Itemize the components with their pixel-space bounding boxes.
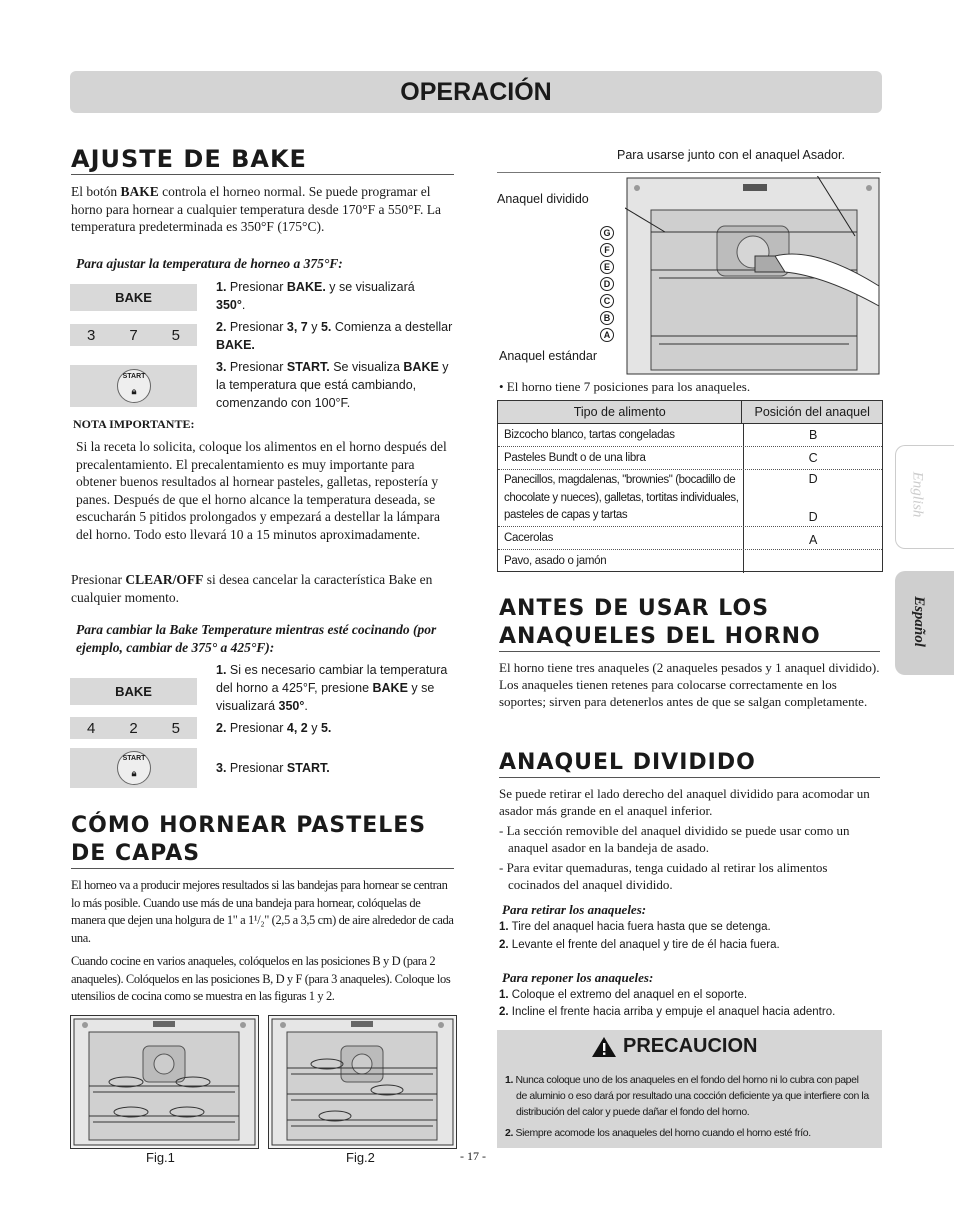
rack-positions-bullet: • El horno tiene 7 posiciones para los anaqueles. <box>499 379 751 394</box>
start-button-icon: START 🔒︎ <box>117 751 151 785</box>
note-title: NOTA IMPORTANTE: <box>73 417 195 431</box>
table-row <box>498 447 882 470</box>
start-key-panel-2 <box>70 748 197 788</box>
replace-step-1: 1. Coloque el extremo del anaquel en el soporte. <box>499 989 748 1001</box>
rack-letter: D <box>600 274 616 291</box>
figure-caption-2: Fig.2 <box>346 1150 375 1165</box>
caution-box <box>497 1030 882 1148</box>
section-heading-before-racks: ANTES DE USAR LOS ANAQUELES DEL HORNO <box>499 595 880 652</box>
step-1: 1. Presionar BAKE. y se visualizará 350°. <box>216 280 415 312</box>
oven-illustration <box>269 1016 456 1148</box>
digit-key: 5 <box>171 326 180 344</box>
replace-step-2: 2. Incline el frente hacia arriba y empuje el anaquel hacia adentro. <box>499 1006 836 1018</box>
split-text: Se puede retirar el lado derecho del anaquel dividido para acomodar un asador más grande en el anaquel inferior. <box>499 786 870 818</box>
section-heading-bake: AJUSTE DE BAKE <box>71 144 454 175</box>
racks-text: El horno tiene tres anaqueles (2 anaqueles pesados y 1 anaquel dividido). Los anaqueles tienen retenes para colocarse correctamente en los soportes; sirven para detenerlos antes de que se salgan completamente. <box>499 660 880 709</box>
label-standard-rack: Anaquel estándar <box>499 349 597 363</box>
rack-letter: B <box>600 308 616 325</box>
rack-position-table <box>497 400 883 572</box>
digit-key: 5 <box>171 719 180 737</box>
page-title: OPERACIÓN <box>70 71 882 113</box>
column-header: Posición del anaquel <box>754 405 870 419</box>
diagram-caption-broiler: Para usarse junto con el anaquel Asador. <box>617 148 845 162</box>
subheading-replace-racks: Para reponer los anaqueles: <box>502 970 654 985</box>
table-row <box>498 424 882 447</box>
step-2-3: 3. Presionar START. <box>216 761 330 775</box>
remove-step-1: 1. Tire del anaquel hacia fuera hasta que se detenga. <box>499 921 771 933</box>
digit-key: 3 <box>86 326 96 344</box>
digit-keys <box>70 324 197 346</box>
digit-key: 2 <box>129 719 138 737</box>
rack-position-letters <box>600 223 616 342</box>
label-split-rack: Anaquel dividido <box>497 192 589 206</box>
digit-key: 4 <box>86 719 96 737</box>
table-row <box>498 470 882 527</box>
caution-item-1: 1. Nunca coloque uno de los anaqueles en el fondo del horno ni lo cubra con papel de aluminio o eso dará por resultado una cocción deficiente ya que interfiere con la distribución del calor y puede dañar el fondo del horno. <box>505 1074 869 1118</box>
table-cell: Bizcocho blanco, tartas congeladas <box>498 424 744 446</box>
digit-key: 7 <box>129 326 138 344</box>
subheading-set-temp: Para ajustar la temperatura de horneo a 375°F: <box>76 256 343 271</box>
figure-caption-1: Fig.1 <box>146 1150 175 1165</box>
table-cell: D D <box>808 472 818 524</box>
subheading-remove-racks: Para retirar los anaqueles: <box>502 902 647 917</box>
caution-item-2: 2. Siempre acomode los anaqueles del horno cuando el horno esté frío. <box>505 1127 811 1139</box>
bake-intro: El botón BAKE controla el horneo normal. Se puede programar el horno para hornear a cualquier temperatura desde 170°F a 550°F. La temperatura predeterminada es 350°F (175°C). <box>71 184 441 234</box>
tab-espanol[interactable]: Español <box>895 571 954 675</box>
rack-letter: A <box>600 325 616 342</box>
table-cell: C <box>808 451 818 465</box>
table-cell: Pasteles Bundt o de una libra <box>498 447 744 469</box>
oven-rack-diagram <box>625 176 881 376</box>
table-cell <box>744 550 882 573</box>
table-cell: Pavo, asado o jamón <box>498 550 744 573</box>
table-header <box>498 401 882 424</box>
page-number: - 17 - <box>460 1149 486 1163</box>
rack-letter: F <box>600 240 616 257</box>
rack-letter: E <box>600 257 616 274</box>
table-cell: Cacerolas <box>498 527 744 549</box>
oven-rack-illustration <box>625 176 881 376</box>
step-2-2: 2. Presionar 4, 2 y 5. <box>216 721 332 735</box>
split-dash-2: - Para evitar quemaduras, tenga cuidado al retirar los alimentos cocinados del anaquel dividido. <box>499 860 828 892</box>
note-text: Si la receta lo solicita, coloque los alimentos en el horno después del precalentamiento. El precalentamiento es muy importante para obtener buenos resultados al hornear pasteles, galletas, repostería y panes. Después de que el horno alcance la temperatura deseada, se escucharán 5 pitidos prolongados y empezará a destellar la lámpara del horno. Todo esto llevará 10 a 15 minutos aproximadamente. <box>76 439 447 542</box>
layer-text-2: Cuando cocine en varios anaqueles, colóquelos en las posiciones B y D (para 2 anaqueles). Colóquelos en las posiciones B, D y F (para 3 anaqueles). Coloque los utensilios de cocina como se muestra en las figuras 1 y 2. <box>71 954 451 1003</box>
table-cell: A <box>809 533 818 547</box>
digit-keys-2 <box>70 717 197 739</box>
section-heading-layer-cakes: CÓMO HORNEAR PASTELES DE CAPAS <box>71 812 454 869</box>
table-row <box>498 550 882 573</box>
remove-step-2: 2. Levante el frente del anaquel y tire de él hacia fuera. <box>499 939 780 951</box>
warning-icon <box>591 1036 617 1063</box>
section-heading-split-rack: ANAQUEL DIVIDIDO <box>499 749 880 778</box>
bake-key-2: BAKE <box>70 678 197 705</box>
tab-english[interactable]: English <box>895 445 954 549</box>
table-cell: B <box>809 428 818 442</box>
step-2: 2. Presionar 3, 7 y 5. Comienza a destellar BAKE. <box>216 320 453 352</box>
subheading-change-temp: Para cambiar la Bake Temperature mientras esté cocinando (por ejemplo, cambiar de 375° a 425°F): <box>76 622 437 655</box>
oven-figure-2 <box>268 1015 457 1149</box>
step-3: 3. Presionar START. Se visualiza BAKE y la temperatura que está cambiando, comenzando con 100°F. <box>216 360 449 410</box>
rack-letter: C <box>600 291 616 308</box>
oven-illustration <box>71 1016 258 1148</box>
step-2-1: 1. Si es necesario cambiar la temperatura del horno a 425°F, presione BAKE y se visualizará 350°. <box>216 663 448 713</box>
oven-figure-1 <box>70 1015 259 1149</box>
rack-letter: G <box>600 223 616 240</box>
clear-off-text: Presionar CLEAR/OFF si desea cancelar la característica Bake en cualquier momento. <box>71 572 433 605</box>
table-cell: Panecillos, magdalenas, "brownies" (bocadillo de chocolate y nueces), galletas, tortitas individuales, pasteles de capas y tartas <box>498 470 744 526</box>
start-button-icon: START 🔒︎ <box>117 369 151 403</box>
layer-text-1: El horneo va a producir mejores resultados si las bandejas para hornear se centran lo más posible. Cuando use más de una bandeja para hornear, colóquelas de manera que dejen una holgura de 1" a 1¹/₂" (2,5 a 3,5 cm) de aire alrededor de cada una. <box>71 878 454 945</box>
column-header: Tipo de alimento <box>498 401 742 423</box>
caution-title: PRECAUCION <box>623 1035 758 1057</box>
bake-key: BAKE <box>70 284 197 311</box>
divider <box>497 172 881 173</box>
table-row <box>498 527 882 550</box>
start-key-panel <box>70 365 197 407</box>
split-dash-1: - La sección removible del anaquel dividido se puede usar como un anaquel asador en la bandeja de asado. <box>499 823 850 855</box>
